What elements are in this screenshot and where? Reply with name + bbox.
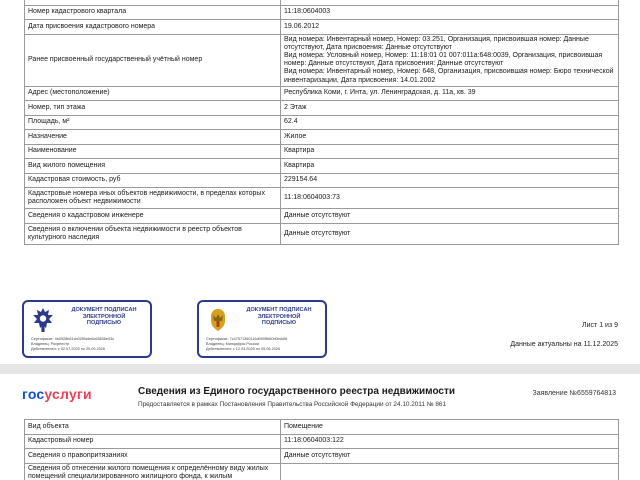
table-row (25, 101, 619, 116)
row-key: Номер кадастрового квартала (25, 5, 281, 20)
row-key: Сведения о правопритязаниях (25, 449, 281, 464)
row-key: Номер, тип этажа (25, 101, 281, 116)
table-row (25, 115, 619, 130)
row-value: Данные отсутствуют (281, 223, 619, 244)
row-value: 19.06.2012 (281, 20, 619, 35)
logo-part-gos: гос (22, 386, 45, 402)
page-separator (0, 364, 640, 374)
row-value: Квартира (281, 159, 619, 174)
sheet-counter: Лист 1 из 9 (582, 322, 618, 329)
row-value: 2 Этаж (281, 101, 619, 116)
row-key: Назначение (25, 130, 281, 145)
e-signature-stamp-rosreestr (22, 300, 152, 358)
table-row (25, 86, 619, 101)
table-row (25, 188, 619, 209)
row-value: Жилое (281, 130, 619, 145)
registry-table-page-2 (24, 419, 619, 480)
table-row (25, 449, 619, 464)
stamp-title: ДОКУМЕНТ ПОДПИСАН ЭЛЕКТРОННОЙ ПОДПИСЬЮ (246, 307, 312, 327)
gosuslugi-logo (22, 386, 92, 402)
row-key: Кадастровая стоимость, руб (25, 173, 281, 188)
row-key: Вид жилого помещения (25, 159, 281, 174)
table-row (25, 209, 619, 224)
row-value: Республика Коми, г. Инта, ул. Ленинградская, д. 11а, кв. 39 (281, 86, 619, 101)
row-value: Вид номера: Инвентарный номер, Номер: 03.251, Организация, присвоившая номер: Данные отсутствуют, Дата присвоения: Данные отсутствуют Вид номера: Условный номер, Номер: 11:18:01 01 007:011а:648:0039, Организация, присвоившая номер: Данные отсутствуют, Дата присвоения: Данные отсутствуют Вид номера: Инвентарный номер, Номер: 648, Организация, присвоившая номер: Бюро технической инвентаризации, Дата присвоения: 14.01.2002 (281, 34, 619, 86)
document-subtitle: Предоставляется в рамках Постановления Правительства Российской Федерации от 24.10.2011 № 861 (138, 401, 447, 408)
rosreestr-emblem-icon (31, 307, 55, 333)
row-value: 62.4 (281, 115, 619, 130)
stamp-certificate-info: Сертификат: 4b0928b61cb02f0dde6c65835e03c Владелец: Росреестр Действителен: с 02.07.2025 по 25.09.2026 (31, 337, 115, 351)
row-key: Кадастровый номер (25, 434, 281, 449)
row-key: Кадастровые номера иных объектов недвижимости, в пределах которых расположен объект недвижимости (25, 188, 281, 209)
table-row (25, 420, 619, 435)
table-row (25, 463, 619, 480)
row-value: Помещение (281, 420, 619, 435)
coat-of-arms-icon (206, 307, 230, 333)
table-row (25, 20, 619, 35)
row-value: 229154.64 (281, 173, 619, 188)
row-key: Ранее присвоенный государственный учётный номер (25, 34, 281, 86)
table-row (25, 223, 619, 244)
row-key: Сведения о кадастровом инженере (25, 209, 281, 224)
registry-table-page-1 (24, 0, 619, 245)
table-row (25, 159, 619, 174)
table-row (25, 173, 619, 188)
row-key: Сведения о включении объекта недвижимости в реестр объектов культурного наследия (25, 223, 281, 244)
table-row (25, 144, 619, 159)
table-row (25, 130, 619, 145)
row-key: Дата присвоения кадастрового номера (25, 20, 281, 35)
row-key: Сведения об отнесении жилого помещения к определённому виду жилых помещений специализированного жилищного фонда, к жилым (25, 463, 281, 480)
table-row (25, 434, 619, 449)
row-value: Квартира (281, 144, 619, 159)
row-key: Площадь, м² (25, 115, 281, 130)
row-value: 11:18:0604003:73 (281, 188, 619, 209)
data-actual-date: Данные актуальны на 11.12.2025 (510, 341, 618, 348)
row-value: 11:18:0604003:122 (281, 434, 619, 449)
row-value: Данные отсутствуют (281, 449, 619, 464)
e-signature-stamp-mintsifry (197, 300, 327, 358)
table-row (25, 34, 619, 86)
document-title: Сведения из Единого государственного реестра недвижимости (138, 386, 456, 397)
row-key: Вид объекта (25, 420, 281, 435)
logo-part-uslugi: услуги (44, 386, 92, 402)
stamp-title: ДОКУМЕНТ ПОДПИСАН ЭЛЕКТРОННОЙ ПОДПИСЬЮ (71, 307, 137, 327)
row-value: 11:18:0604003 (281, 5, 619, 20)
stamp-certificate-info: Сертификат: 7c47571360116d0f09fb60d0bd45f Владелец: Минцифры России Действителен: с 12.03.2025 по 05.06.2026 (206, 337, 288, 351)
row-value: Данные отсутствуют (281, 209, 619, 224)
table-row (25, 5, 619, 20)
row-key: Адрес (местоположение) (25, 86, 281, 101)
row-value (281, 463, 619, 480)
application-number: Заявление №6559764813 (532, 390, 616, 397)
row-key: Наименование (25, 144, 281, 159)
